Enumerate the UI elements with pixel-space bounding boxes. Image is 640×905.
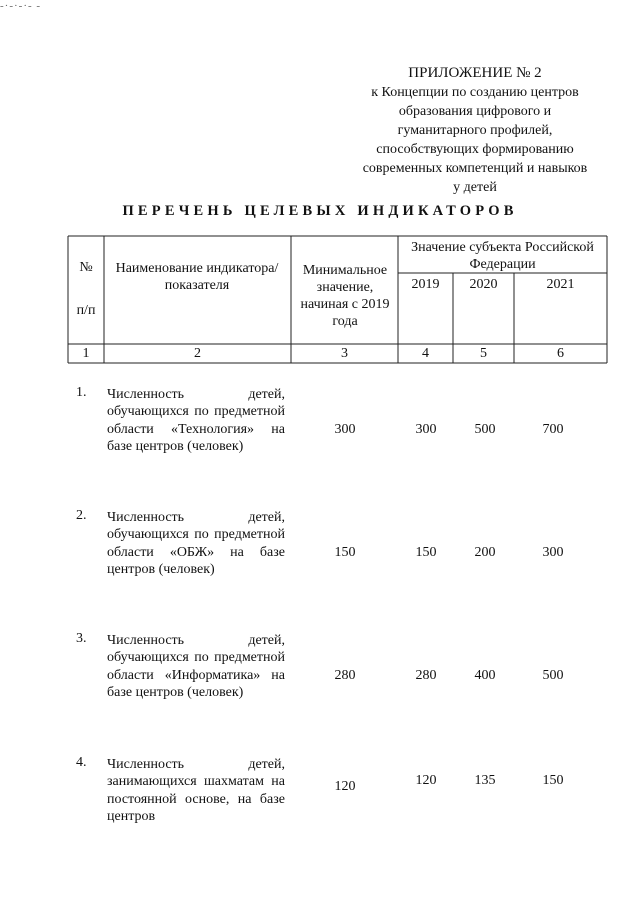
row-value-2020: 400 <box>474 668 496 683</box>
appendix-line: у детей <box>453 180 497 195</box>
appendix-line: образования цифрового и <box>398 104 552 119</box>
row-value-2019: 300 <box>415 422 437 437</box>
row-indicator-name: Численность детей, занимающихся шахматам на постоянной основе, на базе центров <box>107 757 285 824</box>
appendix-line: к Концепции по созданию центров <box>371 85 579 100</box>
row-number: 2. <box>76 508 87 523</box>
column-number-2: 2 <box>194 346 201 361</box>
appendix-line: гуманитарного профилей, <box>397 123 553 138</box>
row-value-2021: 500 <box>542 668 564 683</box>
column-number-3: 3 <box>341 346 348 361</box>
row-indicator-name: Численность детей, обучающихся по предметной области «Информатика» на базе центров (человек) <box>107 633 285 700</box>
row-value-2019: 150 <box>415 545 437 560</box>
header-indicator-name: Наименование индикатора/показателя <box>115 261 279 293</box>
row-number: 3. <box>76 631 87 646</box>
appendix-header: ПРИЛОЖЕНИЕ № 2 <box>408 65 542 81</box>
scan-corner-mark: -·-·-·- - <box>0 0 42 12</box>
header-year-2021: 2021 <box>546 277 575 292</box>
row-indicator-name: Численность детей, обучающихся по предметной области «ОБЖ» на базе центров (человек) <box>107 510 285 577</box>
row-minimum-value: 120 <box>334 779 356 794</box>
row-number: 4. <box>76 755 87 770</box>
appendix-line: способствующих формированию <box>376 142 574 157</box>
row-value-2021: 300 <box>542 545 564 560</box>
appendix-block <box>330 64 620 197</box>
row-indicator-name: Численность детей, обучающихся по предметной области «Технология» на базе центров (человек) <box>107 387 285 454</box>
row-value-2021: 150 <box>542 773 564 788</box>
column-number-5: 5 <box>480 346 487 361</box>
row-value-2020: 135 <box>474 773 496 788</box>
appendix-line: современных компетенций и навыков <box>362 161 588 176</box>
row-value-2019: 120 <box>415 773 437 788</box>
header-num-abbrev: п/п <box>76 303 96 318</box>
column-number-4: 4 <box>422 346 429 361</box>
row-number: 1. <box>76 385 87 400</box>
row-minimum-value: 150 <box>334 545 356 560</box>
row-minimum-value: 300 <box>334 422 356 437</box>
header-year-2019: 2019 <box>411 277 440 292</box>
row-value-2019: 280 <box>415 668 437 683</box>
row-value-2020: 500 <box>474 422 496 437</box>
row-value-2021: 700 <box>542 422 564 437</box>
header-subject-group: Значение субъекта Российской Федерации <box>411 240 594 272</box>
column-number-6: 6 <box>557 346 564 361</box>
header-minimum-value: Минимальное значение, начиная с 2019 года <box>300 263 390 329</box>
document-title: ПЕРЕЧЕНЬ ЦЕЛЕВЫХ ИНДИКАТОРОВ <box>122 203 518 219</box>
header-num-sign: № <box>79 260 93 275</box>
column-number-1: 1 <box>82 346 90 361</box>
header-year-2020: 2020 <box>469 277 498 292</box>
row-value-2020: 200 <box>474 545 496 560</box>
row-minimum-value: 280 <box>334 668 356 683</box>
